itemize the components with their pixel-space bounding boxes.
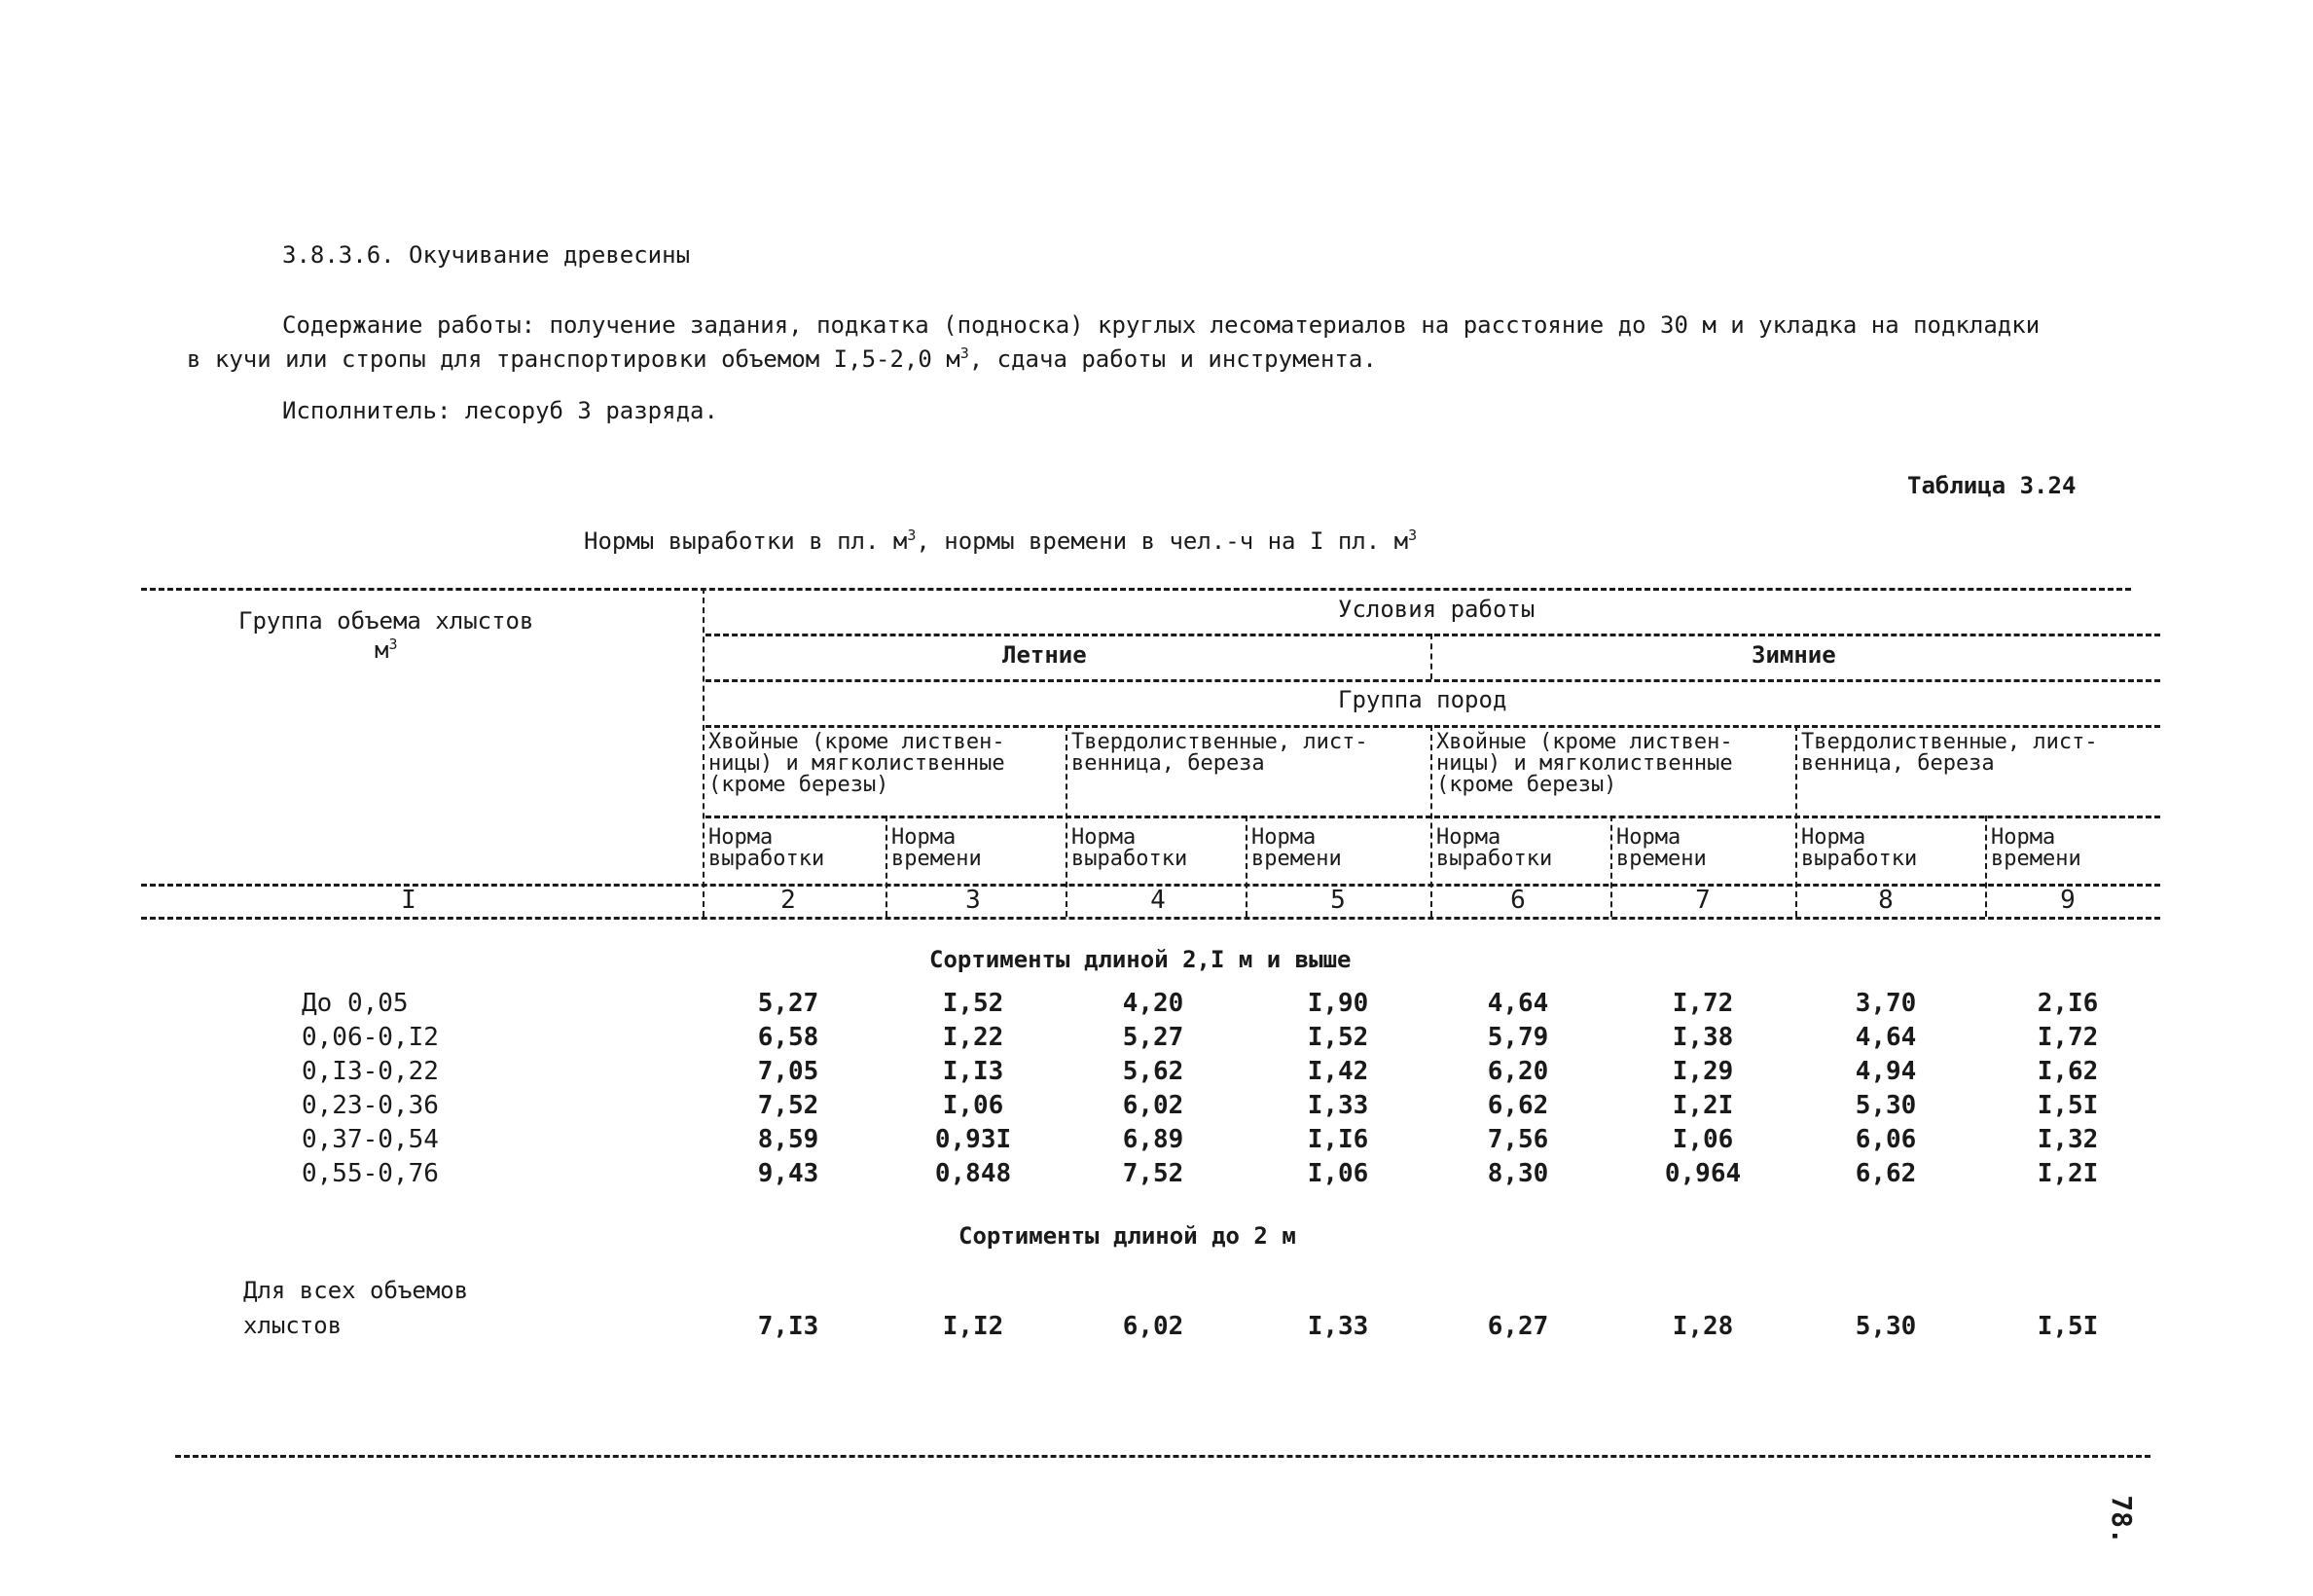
column-number: I — [401, 886, 416, 915]
cell: I,52 — [1307, 1023, 1369, 1052]
cell: 6,02 — [1122, 1312, 1184, 1341]
cell: I,90 — [1307, 989, 1369, 1018]
cell: I,I6 — [1307, 1125, 1369, 1154]
column-number: 6 — [1510, 886, 1526, 915]
cell: I,I3 — [942, 1057, 1004, 1086]
cell: 9,43 — [757, 1159, 819, 1188]
cell: I,06 — [1672, 1125, 1734, 1154]
cell: 5,30 — [1855, 1312, 1917, 1341]
header-norm-time: Норма времени — [1991, 825, 2081, 871]
cell: I,06 — [1307, 1159, 1369, 1188]
row-label-line2: хлыстов — [243, 1312, 343, 1339]
section1-title: Сортименты длиной 2,I м и выше — [929, 946, 1352, 973]
row-label-line1: Для всех объемов — [243, 1277, 469, 1304]
header-norm-output: Норма выработки — [1436, 825, 1553, 871]
row-label: 0,I3-0,22 — [302, 1057, 439, 1086]
cell: 6,89 — [1122, 1125, 1184, 1154]
header-conditions: Условия работы — [1338, 596, 1536, 623]
header-summer: Летние — [1002, 641, 1087, 669]
header-winter: Зимние — [1752, 641, 1836, 669]
header-norm-time: Норма времени — [891, 825, 982, 871]
cell: 0,93I — [934, 1125, 1012, 1154]
cell: I,52 — [942, 989, 1004, 1018]
header-norm-time: Норма времени — [1616, 825, 1707, 871]
cell: I,5I — [2037, 1091, 2099, 1120]
cell: 5,27 — [1122, 1023, 1184, 1052]
cell: I,33 — [1307, 1312, 1369, 1341]
cell: 5,30 — [1855, 1091, 1917, 1120]
cell: 6,06 — [1855, 1125, 1917, 1154]
row-label: 0,37-0,54 — [302, 1125, 439, 1154]
column-number: 3 — [965, 886, 981, 915]
cell: I,22 — [942, 1023, 1004, 1052]
cell: 0,964 — [1664, 1159, 1742, 1188]
column-number: 4 — [1150, 886, 1166, 915]
column-number: 9 — [2060, 886, 2076, 915]
column-number: 5 — [1330, 886, 1346, 915]
header-norm-time: Норма времени — [1251, 825, 1342, 871]
cell: 7,05 — [757, 1057, 819, 1086]
work-content-line1: Содержание работы: получение задания, подкатка (подноска) круглых лесоматериалов на расстояние до 30 м и укладка на подкладки — [282, 311, 2041, 339]
cell: 0,848 — [934, 1159, 1012, 1188]
cell: 5,79 — [1487, 1023, 1549, 1052]
section-title: 3.8.3.6. Окучивание древесины — [282, 241, 691, 269]
row-label: 0,55-0,76 — [302, 1159, 439, 1188]
row-label: До 0,05 — [302, 989, 409, 1018]
cell: I,I2 — [942, 1312, 1004, 1341]
cell: I,72 — [2037, 1023, 2099, 1052]
cell: I,29 — [1672, 1057, 1734, 1086]
header-summer-conifer: Хвойные (кроме листвен- ницы) и мягколиственные (кроме березы) — [708, 730, 1005, 797]
cell: I,33 — [1307, 1091, 1369, 1120]
cell: 6,27 — [1487, 1312, 1549, 1341]
table-label: Таблица 3.24 — [1907, 472, 2077, 499]
cell: 6,58 — [757, 1023, 819, 1052]
cell: 7,52 — [1122, 1159, 1184, 1188]
header-norm-output: Норма выработки — [708, 825, 825, 871]
cell: 4,20 — [1122, 989, 1184, 1018]
section2-title: Сортименты длиной до 2 м — [958, 1222, 1296, 1250]
cell: 6,62 — [1487, 1091, 1549, 1120]
cell: I,42 — [1307, 1057, 1369, 1086]
column-number: 7 — [1695, 886, 1711, 915]
cell: 7,I3 — [757, 1312, 819, 1341]
header-summer-hardwood: Твердолиственные, лист- венница, береза — [1071, 730, 1368, 776]
cell: 4,64 — [1487, 989, 1549, 1018]
cell: I,06 — [942, 1091, 1004, 1120]
cell: 4,64 — [1855, 1023, 1917, 1052]
performer: Исполнитель: лесоруб 3 разряда. — [282, 397, 718, 424]
cell: 3,70 — [1855, 989, 1917, 1018]
cell: 5,62 — [1122, 1057, 1184, 1086]
row-label: 0,06-0,I2 — [302, 1023, 439, 1052]
cell: 7,56 — [1487, 1125, 1549, 1154]
column-number: 8 — [1878, 886, 1894, 915]
cell: I,2I — [1672, 1091, 1734, 1120]
cell: 8,30 — [1487, 1159, 1549, 1188]
cell: I,5I — [2037, 1312, 2099, 1341]
header-norm-output: Норма выработки — [1801, 825, 1918, 871]
header-winter-hardwood: Твердолиственные, лист- венница, береза — [1801, 730, 2098, 776]
header-norm-output: Норма выработки — [1071, 825, 1188, 871]
cell: I,72 — [1672, 989, 1734, 1018]
table-caption: Нормы выработки в пл. $м^3$, нормы времени в чел.-ч на I пл. $м^3$ — [584, 526, 1418, 555]
cell: I,32 — [2037, 1125, 2099, 1154]
header-species-group: Группа пород — [1338, 686, 1507, 713]
header-group-volume-unit: $м^3$ — [375, 635, 398, 664]
cell: 6,20 — [1487, 1057, 1549, 1086]
cell: I,62 — [2037, 1057, 2099, 1086]
cell: 8,59 — [757, 1125, 819, 1154]
work-content-line2: в кучи или стропы для транспортировки объемом I,5-2,0 $м^3$, сдача работы и инструмента. — [187, 345, 1377, 373]
page-number: 78. — [2105, 1495, 2138, 1544]
cell: 4,94 — [1855, 1057, 1917, 1086]
header-group-volume: Группа объема хлыстов — [238, 607, 534, 635]
cell: I,2I — [2037, 1159, 2099, 1188]
column-number: 2 — [780, 886, 796, 915]
cell: 7,52 — [757, 1091, 819, 1120]
row-label: 0,23-0,36 — [302, 1091, 439, 1120]
cell: I,28 — [1672, 1312, 1734, 1341]
cell: 6,02 — [1122, 1091, 1184, 1120]
header-winter-conifer: Хвойные (кроме листвен- ницы) и мягколиственные (кроме березы) — [1436, 730, 1733, 797]
cell: 2,I6 — [2037, 989, 2099, 1018]
cell: I,38 — [1672, 1023, 1734, 1052]
cell: 5,27 — [757, 989, 819, 1018]
cell: 6,62 — [1855, 1159, 1917, 1188]
